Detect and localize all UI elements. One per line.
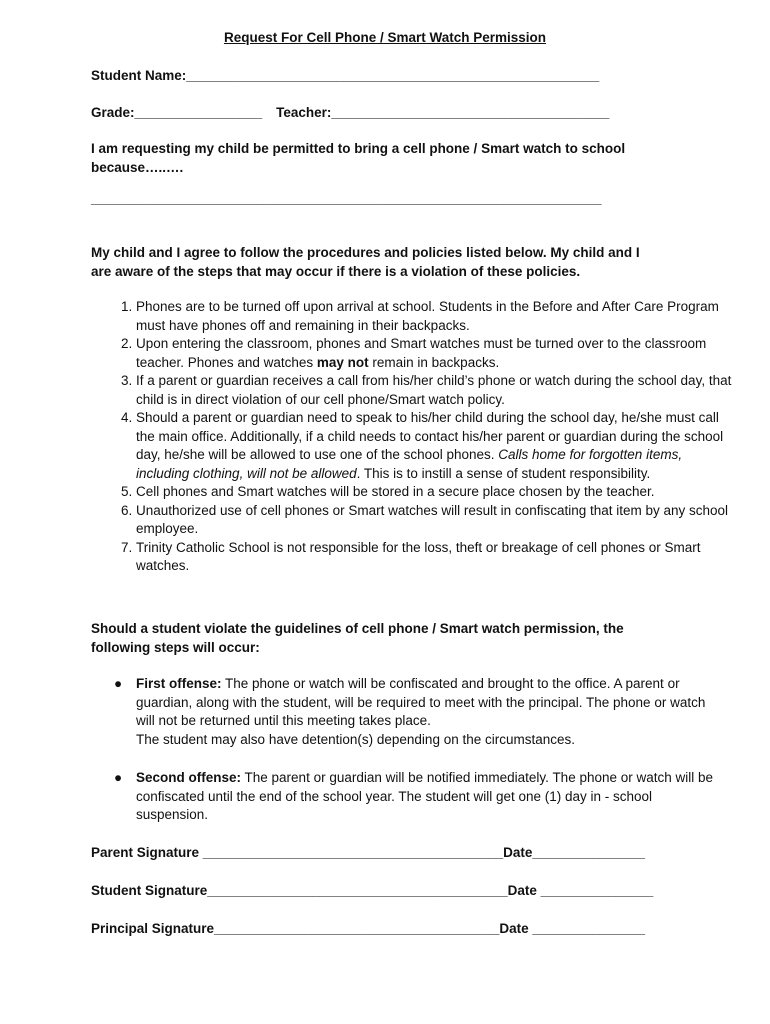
rule-item: 1. Phones are to be turned off upon arrival at school. Students in the Before and After Care Program must have phones off and remaining in their backpacks. — [136, 298, 736, 335]
grade-teacher-row — [91, 104, 683, 123]
list-item: ● Second offense: The parent or guardian will be notified immediately. The phone or watch will be confiscated until the end of the school year. The student will get one (1) day in - school suspension. — [114, 770, 714, 822]
first-offense-item — [91, 675, 716, 749]
agreement-statement — [91, 243, 683, 281]
grade-field[interactable]: Grade:_________________ — [91, 105, 263, 120]
list-item: ● First offense: The phone or watch will be confiscated and brought to the office. A parent or guardian, along with the student, will be required to meet with the principal. The phone or watch will not be returned until this meeting takes place. The student may also have detention(s) depending on the circumstances. — [114, 676, 706, 747]
principal-signature-line[interactable]: Principal Signature______________________________________Date _______________ — [91, 921, 645, 936]
parent-signature-line[interactable]: Parent Signature ________________________________________Date_______________ — [91, 845, 645, 860]
violation-line-2: following steps will occur: — [91, 640, 260, 655]
request-statement — [91, 140, 683, 177]
bullet-icon: ● — [114, 676, 123, 691]
rule-item: 5. Cell phones and Smart watches will be stored in a secure place chosen by the teacher. — [136, 483, 736, 502]
rule-item: 2. Upon entering the classroom, phones and Smart watches must be turned over to the classroom teacher. Phones and watches may not remain in backpacks. — [136, 335, 736, 372]
rule-item: 4. Should a parent or guardian need to speak to his/her child during the school day, he/she must call the main office. Additionally, if a child needs to contact his/her parent or guardian during the school day, he/she will be allowed to use one of the school phones. Calls home for forgotten items, including clothing, will not be allowed. This is to instill a sense of student responsibility. — [136, 409, 736, 483]
violation-line-1: Should a student violate the guidelines of cell phone / Smart watch permission, the — [91, 621, 624, 636]
policy-rules-list — [91, 298, 736, 576]
rule-item: 6. Unauthorized use of cell phones or Smart watches will result in confiscating that item by any school employee. — [136, 502, 736, 539]
violation-statement — [91, 619, 683, 657]
agreement-line-1: My child and I agree to follow the procedures and policies listed below. My child and I — [91, 245, 640, 260]
step-label: First offense: — [136, 676, 222, 691]
rule-item: 7. Trinity Catholic School is not responsible for the loss, theft or breakage of cell phones or Smart watches. — [136, 539, 736, 576]
page-title: Request For Cell Phone / Smart Watch Permission — [223, 30, 547, 45]
request-line-1: I am requesting my child be permitted to bring a cell phone / Smart watch to school — [91, 141, 626, 156]
second-offense-item — [91, 769, 716, 825]
bullet-icon: ● — [114, 770, 123, 785]
rule-item: 3. If a parent or guardian receives a call from his/her child’s phone or watch during the school day, that child is in direct violation of our cell phone/Smart watch policy. — [136, 372, 736, 409]
request-line-2: because…..…. — [91, 159, 184, 175]
reason-blank-line[interactable]: ____________________________________________________________________ — [91, 191, 602, 206]
student-signature-line[interactable]: Student Signature________________________________________Date _______________ — [91, 883, 654, 898]
student-name-field[interactable]: Student Name:_______________________________________________________ — [91, 68, 600, 83]
teacher-field[interactable]: Teacher:_____________________________________ — [276, 105, 610, 120]
step-label: Second offense: — [136, 770, 242, 785]
agreement-line-2: are aware of the steps that may occur if there is a violation of these policies. — [91, 264, 581, 279]
